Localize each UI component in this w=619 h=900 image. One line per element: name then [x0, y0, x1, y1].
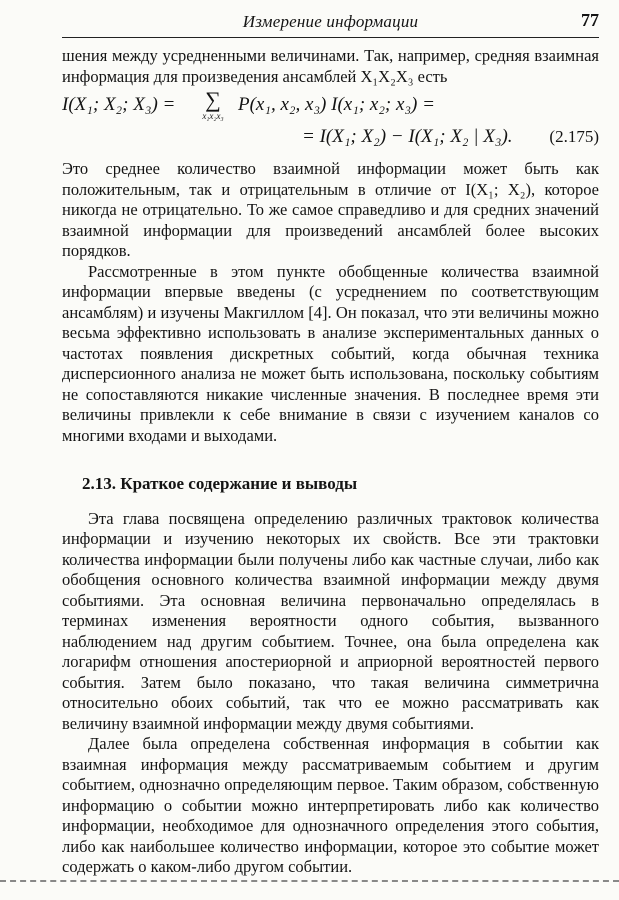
equation-2-175-line1	[62, 87, 599, 121]
paragraph-continued: шения между усредненными величинами. Так, например, средняя взаимная информация для произведения ансамблей X₁X₂X₃ есть	[62, 46, 599, 86]
bottom-edge	[0, 880, 619, 882]
summation	[192, 89, 234, 121]
paragraph-average-info: Это среднее количество взаимной информации может быть как положительным, так и отрицательным в отличие от I(X₁; X₂), которое никогда не отрицательно. То же самое справедливо и для средних значений взаимной информации для произведений ансамблей более высоких порядков.	[62, 159, 599, 260]
equation-number: (2.175)	[549, 127, 599, 146]
page-body	[62, 46, 599, 878]
sigma-symbol: ∑	[205, 87, 221, 112]
equation-lhs: I(X₁; X₂; X₃) =	[62, 94, 176, 115]
paragraph-summary-1: Эта глава посвящена определению различных трактовок количества информации и изучению некоторых их свойств. Все эти трактовки количества информации были получены либо как частные случаи, либо как обобщения основного количества взаимной информации между двумя событиями. Эта основная величина первоначально определялась в терминах изменения вероятности одного события, вызванного наблюдением над другим событием. Точнее, она была определена как логарифм отношения апостериорной и априорной вероятностей первого события. Затем было показано, что такая величина симметрична относительно обоих событий, так что ее можно рассматривать как величину взаимной информации между двумя событиями.	[62, 508, 599, 733]
equation-line2: = I(X₁; X₂) − I(X₁; X₂ | X₃).	[302, 126, 513, 147]
paragraph-mcgill: Рассмотренные в этом пункте обобщенные количества взаимной информации впервые введены (с усреднением по соответствующим ансамблям) и изучены Макгиллом [4]. Он показал, что эти величины можно весьма эффективно использовать в анализе экспериментальных данных о частотах появления дискретных событий, когда обычная техника дисперсионного анализа не может быть использована, поскольку событиям не сопоставляются никакие численные значения. В последнее время эти величины привлекли к себе внимание в связи с изучением каналов со многими входами и выходами.	[62, 261, 599, 445]
equation-2-175-line2	[62, 127, 599, 153]
running-header	[62, 10, 599, 32]
paragraph-summary-2: Далее была определена собственная информация в событии как взаимная информация между рассматриваемым событием и другим событием, однозначно определяющим первое. Таким образом, собственную информацию о событии можно интерпретировать либо как количество информации, необходимое для однозначного определения этого события, либо как наибольшее количество информации, которое это событие может содержать о каком-либо другом событии.	[62, 734, 599, 876]
page-number: 77	[581, 10, 599, 30]
equation-rhs: P(x₁, x₂, x₃) I(x₁; x₂; x₃) =	[238, 94, 435, 115]
summation-subscript: x₁x₂x₃	[202, 111, 224, 121]
section-heading: 2.13. Краткое содержание и выводы	[82, 474, 358, 493]
header-rule	[62, 37, 599, 38]
running-title: Измерение информации	[242, 12, 419, 31]
